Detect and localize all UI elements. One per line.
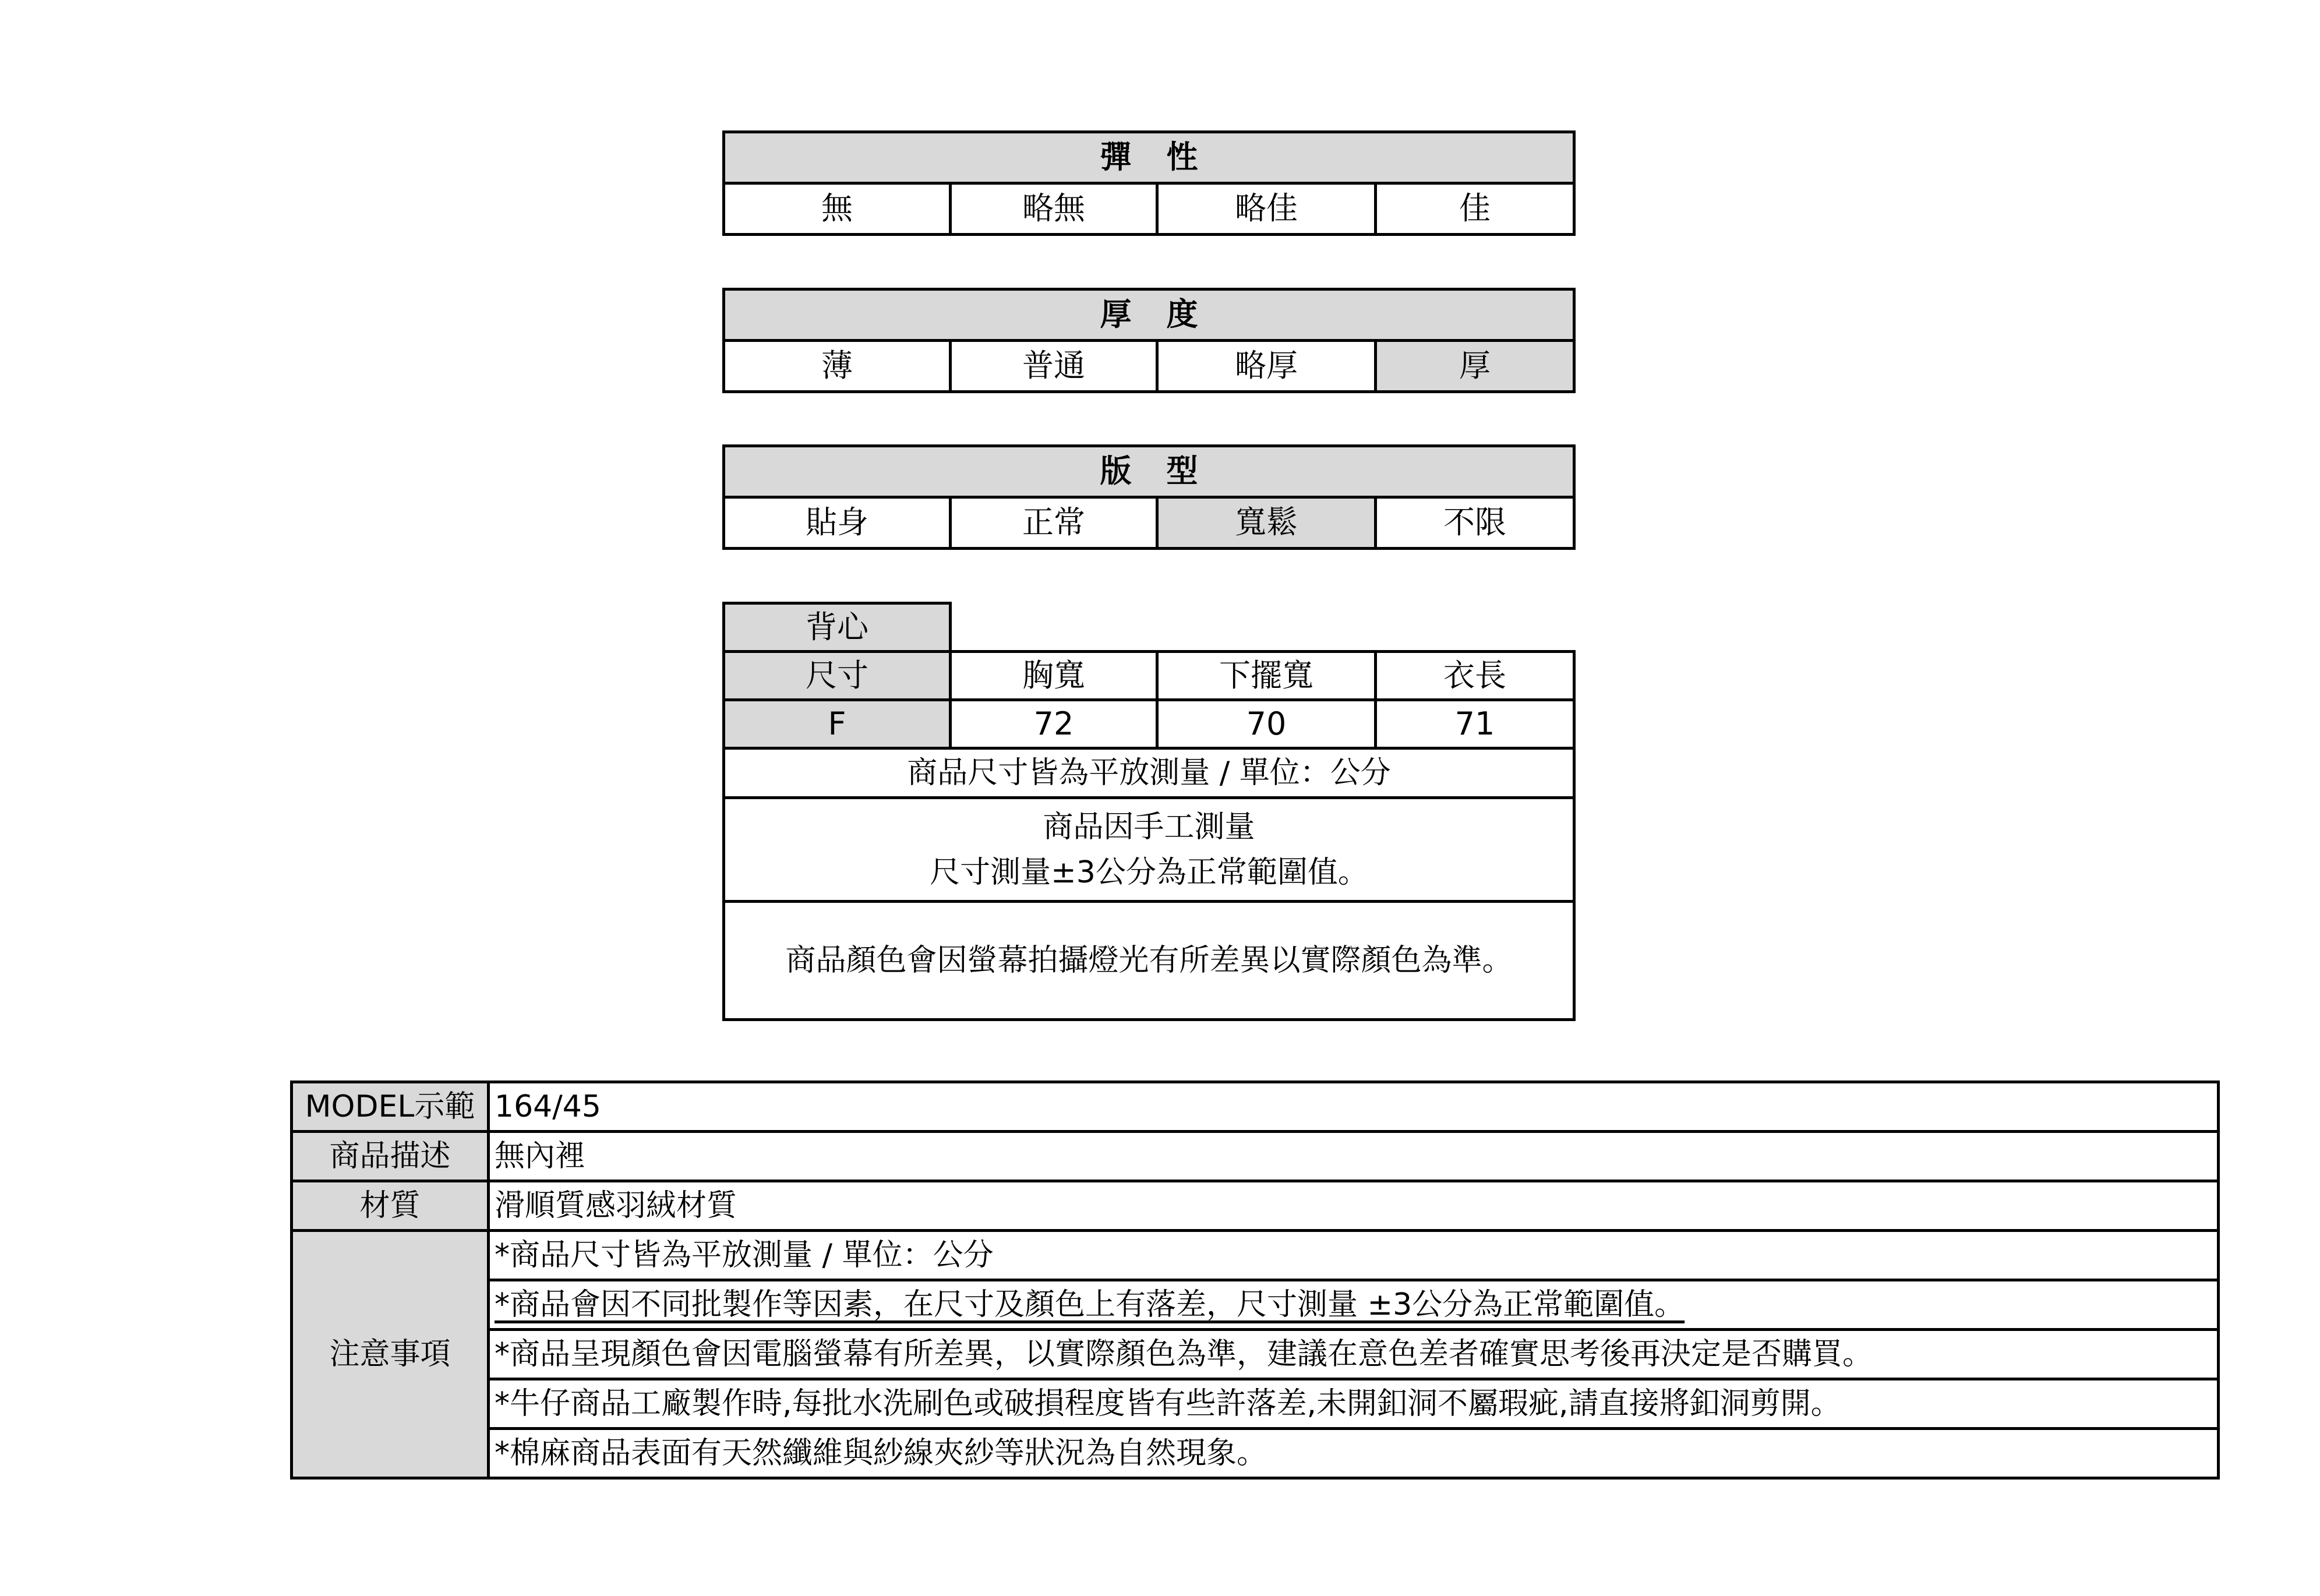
fit-option: 貼身: [724, 497, 951, 549]
material-label: 材質: [292, 1181, 489, 1231]
fit-option: 寬鬆: [1157, 497, 1376, 549]
thickness-table: [722, 288, 1576, 393]
elasticity-option: 略佳: [1157, 183, 1376, 235]
size-note-measure: 商品尺寸皆為平放測量 / 單位：公分: [724, 748, 1574, 798]
size-cell: 71: [1376, 700, 1574, 748]
material-value: 滑順質感羽絨材質: [489, 1181, 2219, 1231]
elasticity-option: 無: [724, 183, 951, 235]
size-category: 背心: [724, 603, 951, 652]
elasticity-table: [722, 130, 1576, 236]
size-cell: 70: [1157, 700, 1376, 748]
fit-option: 正常: [951, 497, 1157, 549]
notice-label: 注意事項: [292, 1231, 489, 1478]
description-label: 商品描述: [292, 1132, 489, 1181]
model-value: 164/45: [489, 1082, 2219, 1132]
fit-title: 版型: [724, 446, 1574, 497]
description-value: 無內裡: [489, 1132, 2219, 1181]
size-header: 衣長: [1376, 652, 1574, 700]
elasticity-option: 略無: [951, 183, 1157, 235]
size-note-tolerance-line2: 尺寸測量±3公分為正常範圍值。: [930, 855, 1368, 890]
size-note-tolerance-line1: 商品因手工測量: [1043, 809, 1255, 845]
fit-option: 不限: [1376, 497, 1574, 549]
thickness-option: 薄: [724, 341, 951, 392]
thickness-option: 普通: [951, 341, 1157, 392]
thickness-title: 厚度: [724, 289, 1574, 341]
thickness-option: 厚: [1376, 341, 1574, 392]
size-header: 下擺寬: [1157, 652, 1376, 700]
size-header: 胸寬: [951, 652, 1157, 700]
elasticity-title: 彈性: [724, 132, 1574, 183]
size-chart-table: [722, 602, 1576, 1021]
notice-item: *商品會因不同批製作等因素，在尺寸及顏色上有落差，尺寸測量 ±3公分為正常範圍值。: [489, 1280, 2219, 1330]
size-note-color: 商品顏色會因螢幕拍攝燈光有所差異以實際顏色為準。: [724, 902, 1574, 1020]
size-cell: F: [724, 700, 951, 748]
notice-item: *棉麻商品表面有天然纖維與紗線夾紗等狀況為自然現象。: [489, 1429, 2219, 1478]
model-label: MODEL示範: [292, 1082, 489, 1132]
product-info-table: [290, 1081, 2220, 1480]
notice-item: *牛仔商品工廠製作時,每批水洗刷色或破損程度皆有些許落差,未開釦洞不屬瑕疵,請直接將釦洞剪開。: [489, 1379, 2219, 1429]
notice-item: *商品尺寸皆為平放測量 / 單位：公分: [489, 1231, 2219, 1280]
size-note-tolerance: [724, 798, 1574, 902]
size-cell: 72: [951, 700, 1157, 748]
thickness-option: 略厚: [1157, 341, 1376, 392]
notice-item: *商品呈現顏色會因電腦螢幕有所差異，以實際顏色為準，建議在意色差者確實思考後再決定是否購買。: [489, 1330, 2219, 1379]
fit-table: [722, 444, 1576, 550]
elasticity-option: 佳: [1376, 183, 1574, 235]
size-header: 尺寸: [724, 652, 951, 700]
